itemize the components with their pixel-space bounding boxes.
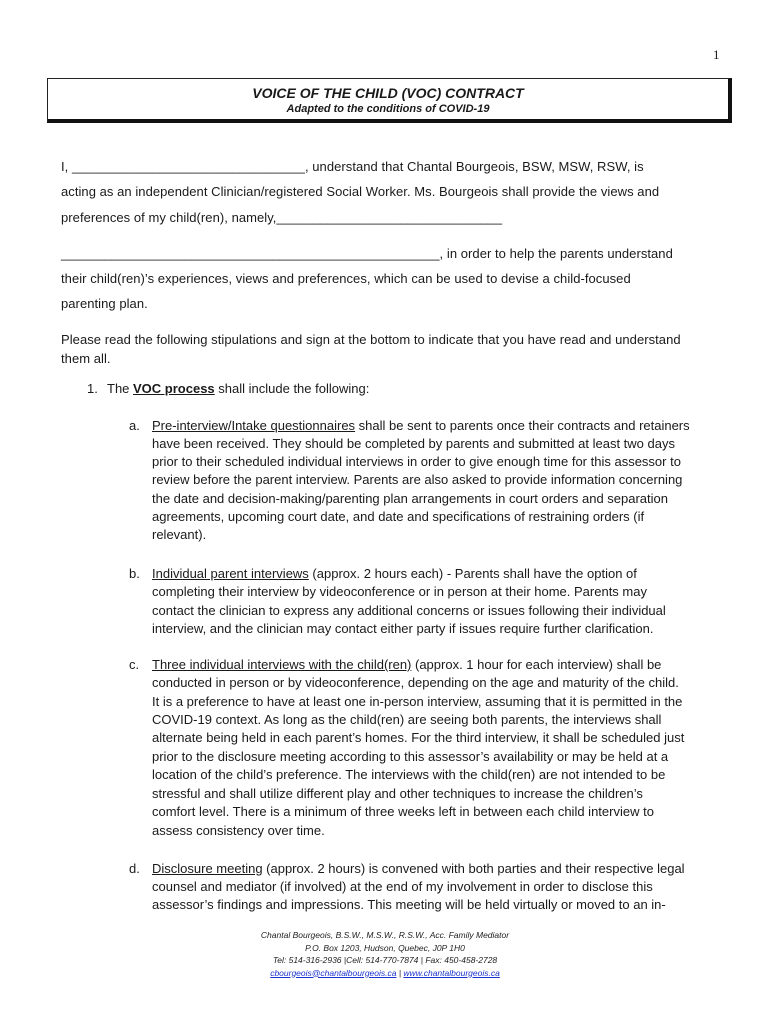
item-c-line: prior to the disclosure meeting according to this assessor’s availability or may be held at a [152, 749, 669, 764]
intro-line: I, ________________________________, understand that Chantal Bourgeois, BSW, MSW, RSW, is [61, 159, 644, 174]
item-d-heading: Disclosure meeting [152, 861, 263, 876]
item-a-heading: Pre-interview/Intake questionnaires [152, 418, 356, 433]
item-a-label: a. [129, 418, 140, 433]
document-title: VOICE OF THE CHILD (VOC) CONTRACT [252, 85, 524, 101]
item-c-line: conducted in person or by videoconference, depending on the age and maturity of the child. [152, 675, 679, 690]
intro-line: preferences of my child(ren), namely,_______________________________ [61, 210, 503, 225]
item-a-line: the date and decision-making/parenting plan arrangements in court orders and separation [152, 491, 668, 506]
footer-links-line [0, 967, 770, 980]
item-c-line: assess consistency over time. [152, 823, 325, 838]
item-1-number: 1. [87, 381, 98, 396]
footer-phone-line: Tel: 514-316-2936 |Cell: 514-770-7874 | Fax: 450-458-2728 [272, 955, 498, 965]
stipulations-line: Please read the following stipulations and sign at the bottom to indicate that you have read and understand [61, 332, 681, 347]
item-c-line: stressful and shall utilize different play and other techniques to increase the children’s [152, 786, 643, 801]
footer-name-line: Chantal Bourgeois, B.S.W., M.S.W., R.S.W., Acc. Family Mediator [260, 930, 510, 940]
item-b-line: contact the clinician to express any additional concerns or issues following their individual [152, 603, 666, 618]
item-a-line: relevant). [152, 527, 207, 542]
item-b-heading: Individual parent interviews [152, 566, 309, 581]
document-subtitle: Adapted to the conditions of COVID-19 [286, 103, 490, 115]
item-c-line: It is a preference to have at least one in-person interview, assuming that it is permitted in the [152, 694, 683, 709]
item-a-line: have been received. They should be completed by parents and submitted at least two days [152, 436, 675, 451]
item-c-line: comfort level. There is a minimum of three weeks left in between each child interview to [152, 804, 654, 819]
item-d-line: counsel and mediator (if involved) at the end of my involvement in order to disclose this [152, 879, 653, 894]
intro-line: parenting plan. [61, 296, 148, 311]
item-d-label: d. [129, 861, 140, 876]
footer-separator: | [396, 967, 404, 978]
item-1-suffix: shall include the following: [214, 381, 370, 396]
intro-line: acting as an independent Clinician/registered Social Worker. Ms. Bourgeois shall provide the views and [61, 184, 660, 199]
item-c-first-rest: (approx. 1 hour for each interview) shall be [411, 657, 662, 672]
item-1-heading: VOC process [133, 381, 215, 396]
item-a-line: prior to their scheduled individual interviews in order to give enough time for this assessor to [152, 454, 681, 469]
item-d-line: assessor’s findings and impressions. This meeting will be held virtually or moved to an in- [152, 897, 666, 912]
item-d-first-rest: (approx. 2 hours) is convened with both parties and their respective legal [262, 861, 685, 876]
item-1-prefix: The [107, 381, 134, 396]
item-b-line: completing their interview by videoconference or in person at their home. Parents may [152, 584, 647, 599]
stipulations-line: them all. [61, 351, 111, 366]
item-c-heading: Three individual interviews with the child(ren) [152, 657, 412, 672]
email-link[interactable]: cbourgeois@chantalbourgeois.ca [270, 967, 397, 978]
item-a-line: review before the parent interview. Parents are also asked to provide information concerning [152, 472, 683, 487]
item-b-first-rest: (approx. 2 hours each) - Parents shall have the option of [308, 566, 637, 581]
item-a-first-rest: shall be sent to parents once their contracts and retainers [355, 418, 690, 433]
intro-line: ____________________________________________________, in order to help the parents understand [61, 246, 673, 261]
item-c-label: c. [129, 657, 140, 672]
footer-address-line: P.O. Box 1203, Hudson, Quebec, J0P 1H0 [305, 942, 465, 953]
item-d-first-line [152, 861, 685, 876]
page-footer [0, 929, 770, 979]
intro-line: their child(ren)’s experiences, views and preferences, which can be used to devise a child-focused [61, 271, 631, 286]
item-a-first-line [152, 418, 690, 433]
item-c-line: alternate being held in each parent’s homes. For the third interview, it shall be scheduled just [152, 730, 685, 745]
item-1-text [107, 381, 369, 396]
item-c-first-line [152, 657, 661, 672]
item-a-line: agreements, upcoming court date, and date and specifications of restraining orders (if [152, 509, 645, 524]
item-c-line: COVID-19 context. As long as the child(ren) are seeing both parents, the interviews shall [152, 712, 662, 727]
website-link[interactable]: www.chantalbourgeois.ca [403, 967, 500, 978]
item-b-first-line [152, 566, 637, 581]
page-number: 1 [713, 47, 720, 62]
item-c-line: location of the child’s preference. The interviews with the child(ren) are not intended to be [152, 767, 666, 782]
title-box [47, 78, 732, 123]
item-b-line: interview, and the clinician may contact either party if issues require further clarification. [152, 621, 654, 636]
item-b-label: b. [129, 566, 140, 581]
